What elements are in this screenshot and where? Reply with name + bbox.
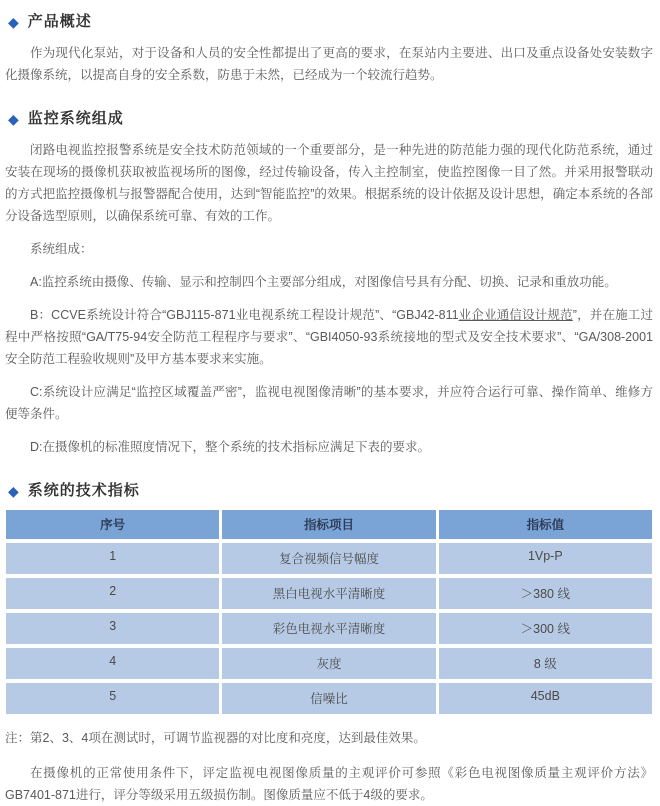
paragraph: 闭路电视监控报警系统是安全技术防范领域的一个重要部分，是一种先进的防范能力强的现代化防范系统，通过安装在现场的摄像机获取被监视场所的图像，经过传输设备，传入主控制室，使监控图像一目了然。并采用报警联动的方式把监控摄像机与报警器配合使用，达到“智能监控”的效果。根据系统的设计依据及设计思想，确定本系统的各部分设备选型原则，以确保系统可靠、有效的工作。	[5, 143, 653, 223]
paragraph: 系统组成：	[30, 242, 93, 256]
table-cell-item: 黑白电视水平清晰度	[222, 578, 435, 609]
table-cell-value: ＞380 线	[439, 578, 652, 609]
section-heading-product-overview	[8, 10, 653, 31]
paragraph: C:系统设计应满足“监控区域覆盖严密”，监视电视图像清晰”的基本要求，并应符合运行可靠、操作简单、维修方便等条件。	[5, 385, 653, 421]
table-note: 注：第2、3、4项在测试时，可调节监视器的对比度和亮度，达到最佳效果。	[5, 731, 426, 745]
diamond-bullet-icon: ◆	[8, 13, 19, 30]
table-cell-no: 1	[6, 543, 219, 574]
underlined-standard-name: 业企业通信设计规范	[458, 308, 573, 322]
table-header-cell-no: 序号	[6, 510, 219, 539]
table-header-row	[6, 510, 652, 539]
paragraph	[5, 304, 653, 370]
table-header-cell-value: 指标值	[439, 510, 652, 539]
section-heading-text: 系统的技术指标	[27, 482, 140, 499]
table-row	[6, 648, 652, 679]
table-cell-no: 2	[6, 578, 219, 609]
spec-table	[6, 510, 652, 714]
table-cell-no: 3	[6, 613, 219, 644]
table-cell-no: 4	[6, 648, 219, 679]
diamond-bullet-icon: ◆	[8, 110, 19, 127]
table-cell-no: 5	[6, 683, 219, 714]
section-heading-text: 监控系统组成	[27, 110, 124, 127]
table-cell-item: 复合视频信号幅度	[222, 543, 435, 574]
table-row	[6, 578, 652, 609]
table-row	[6, 613, 652, 644]
diamond-bullet-icon: ◆	[8, 482, 19, 499]
table-cell-value: 1Vp-P	[439, 543, 652, 574]
table-header-cell-item: 指标项目	[222, 510, 435, 539]
section-heading-technical-specs	[8, 479, 653, 500]
section-heading-text: 产品概述	[27, 13, 92, 30]
table-cell-item: 彩色电视水平清晰度	[222, 613, 435, 644]
closing-paragraph: 在摄像机的正常使用条件下，评定监视电视图像质量的主观评价可参照《彩色电视图像质量主观评价方法》GB7401-871进行，评分等级采用五级损伤制。图像质量应不低于4级的要求。	[5, 766, 653, 802]
section-heading-system-composition	[8, 107, 653, 128]
table-cell-item: 灰度	[222, 648, 435, 679]
table-cell-item: 信噪比	[222, 683, 435, 714]
table-cell-value: 8 级	[439, 648, 652, 679]
table-cell-value: ＞300 线	[439, 613, 652, 644]
paragraph: 作为现代化泵站，对于设备和人员的安全性都提出了更高的要求，在泵站内主要进、出口及重点设备处安装数字化摄像系统，以提高自身的安全系数，防患于未然，已经成为一个较流行趋势。	[5, 46, 653, 82]
table-cell-value: 45dB	[439, 683, 652, 714]
table-row	[6, 683, 652, 714]
paragraph-text: B：CCVE系统设计符合“GBJ115-871业电视系统工程设计规范”、“GBJ42-811	[30, 308, 459, 322]
paragraph: A:监控系统由摄像、传输、显示和控制四个主要部分组成，对图像信号具有分配、切换、记录和重放功能。	[30, 275, 617, 289]
paragraph: D:在摄像机的标准照度情况下，整个系统的技术指标应满足下表的要求。	[30, 440, 431, 454]
table-row	[6, 543, 652, 574]
paragraph-text: ”，并在施工过程中严格按照“GA/T75-94安全防范工程程序与要求”、“GBI4050-93系统接地的型式及安全技术要求”、“GA/308-2001安全防范工程验收规则”及甲方基本要求来实施。	[5, 308, 653, 366]
